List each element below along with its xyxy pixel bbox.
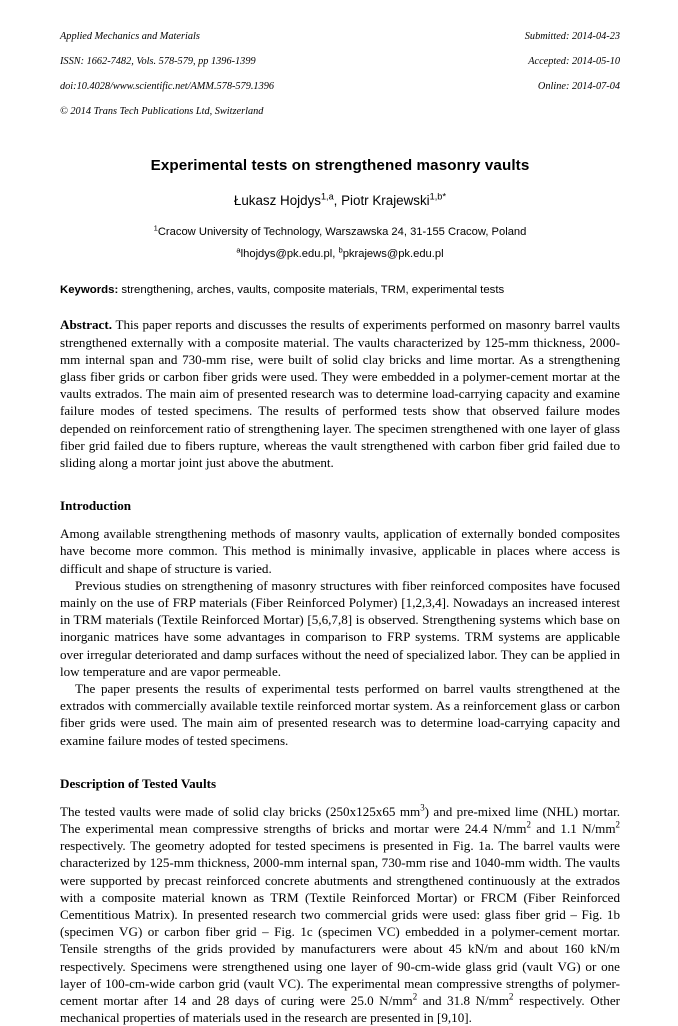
description-paragraph-1	[60, 803, 620, 1026]
email-marker-2: b	[338, 245, 343, 255]
affiliation-marker: 1	[153, 223, 158, 233]
doi-line: doi:10.4028/www.scientific.net/AMM.578-579.1396	[60, 80, 275, 92]
abstract-label: Abstract.	[60, 317, 112, 333]
superscript-squared-3: 2	[412, 991, 418, 1002]
online-date: Online: 2014-07-04	[537, 80, 620, 92]
section-heading-introduction: Introduction	[60, 498, 132, 514]
desc-text-1: The tested vaults were made of solid clay bricks (250x125x65 mm	[60, 803, 421, 819]
superscript-squared-4: 2	[509, 991, 514, 1002]
section-heading-description: Description of Tested Vaults	[60, 775, 217, 791]
author-affil-marker-2: 1,b	[429, 191, 443, 202]
paper-title: Experimental tests on strengthened masonry vaults	[150, 157, 530, 175]
intro-paragraph-1: Among available strengthening methods of masonry vaults, application of externally bonded composites have become more common. This method is minimally invasive, applicable in places where access is difficult and shape of structure is varied.	[60, 526, 620, 576]
email-address-1[interactable]: lhojdys@pk.edu.pl,	[240, 248, 336, 261]
journal-info	[60, 18, 274, 131]
desc-text-4: respectively. The geometry adopted for tested specimens is presented in Fig. 1a. The barrel vaults were characterized by 125-mm thickness, 2000-mm internal span, 730-mm rise and 1040-mm width. The vaults were supported by precast reinforced concrete abutments and strengthened continuously at the extrados with a composite material known as TRM (Textile Reinforced Mortar) or FRCM (Fiber Reinforced Cementitious Matrix). In presented research two commercial grids were used: glass fiber grid – Fig. 1b (specimen VG) or carbon fiber grid – Fig. 1c (specimen VC) embedded in a polymer-cement mortar. Tensile strengths of the grids provided by manufacturers were about 45 kN/m and about 160 kN/m respectively. Specimens were strengthened using one layer of 90-cm-wide glass grid (vault VG) or one layer of 100-cm-wide carbon grid (vault VC). The experimental mean compressive strengths of polymer-cement mortar after 14 and 28 days of curing were 25.0 N/mm	[60, 838, 620, 1009]
author-affil-marker-1: 1,a	[320, 191, 334, 202]
copyright-line: © 2014 Trans Tech Publications Ltd, Switzerland	[60, 106, 264, 118]
publication-dates	[525, 18, 620, 106]
superscript-squared-1: 2	[526, 819, 531, 830]
email-line	[60, 245, 620, 261]
author-separator: ,	[333, 193, 342, 209]
intro-paragraph-3: The paper presents the results of experimental tests performed on barrel vaults strengthened at the extrados with commercially available textile reinforced mortar system. As a reinforcement glass or carbon fiber grids were used. The main aim of presented research was to determine load-carrying capacity and examine failure modes of tested specimens.	[60, 681, 620, 748]
abstract-text: This paper reports and discusses the results of experiments performed on masonry barrel vaults strengthened externally with a composite material. The vaults characterized by 125-mm thickness, 2000-mm internal span and 730-mm rise, were built of solid clay bricks and lime mortar. As a strengthening glass fiber grids or carbon fiber grids were used. They were embedded in a polymer-cement mortar at the vaults extrados. The main aim of presented research was to determine load-carrying capacity and examine failure modes of tested specimens. The results of performed tests show that observed failure modes depended on reinforcement ratio of strengthening layer. The specimen strengthened with one layer of glass fiber grid failed due to fibers rupture, whereas the vault strengthened with carbon fiber grid failed due to sliding along a mortar joint just above the abutment.	[60, 317, 620, 470]
desc-text-5: and 31.8 N/mm	[417, 993, 510, 1009]
desc-text-6: respectively. Other mechanical properties of materials used in the research are presented in [9,10].	[60, 993, 621, 1026]
author-list	[60, 193, 620, 208]
superscript-squared-2: 2	[615, 819, 620, 830]
author-name-1: Łukasz Hojdys	[233, 193, 321, 209]
abstract-block	[60, 316, 620, 471]
submitted-date: Submitted: 2014-04-23	[524, 30, 620, 42]
affiliation-line	[60, 223, 620, 239]
issn-line: ISSN: 1662-7482, Vols. 578-579, pp 1396-1399	[60, 55, 256, 67]
running-header	[60, 18, 620, 131]
keywords-line	[60, 284, 620, 296]
intro-paragraph-2: Previous studies on strengthening of masonry structures with fiber reinforced composites have focused mainly on the use of FRP materials (Fiber Reinforced Polymer) [1,2,3,4]. Nowadays an increased interest in TRM materials (Textile Reinforced Mortar) [5,6,7,8] is observed. Strengthening systems which base on inorganic matrices have some advantages in comparison to FRP systems. TRM systems are applicable over irregular deteriorated and damp surfaces without the need of specialized labor. They can be applied in low temperature and are vapor permeable.	[60, 577, 620, 679]
keywords-list: strengthening, arches, vaults, composite materials, TRM, experimental tests	[121, 284, 505, 297]
email-marker-1: a	[236, 245, 241, 255]
journal-name: Applied Mechanics and Materials	[60, 30, 200, 42]
superscript-cubic: 3	[420, 802, 425, 813]
corresponding-author-mark: *	[442, 191, 447, 203]
desc-text-3: and 1.1 N/mm	[530, 821, 616, 837]
author-name-2: Piotr Krajewski	[341, 193, 430, 209]
email-address-2[interactable]: pkrajews@pk.edu.pl	[342, 248, 444, 261]
accepted-date: Accepted: 2014-05-10	[528, 55, 620, 67]
keywords-label: Keywords:	[60, 284, 119, 297]
desc-text-2: ) and pre-mixed lime (NHL) mortar. The experimental mean compressive strengths of bricks and mortar were 24.4 N/mm	[60, 803, 620, 837]
affiliation-text: Cracow University of Technology, Warszawska 24, 31-155 Cracow, Poland	[157, 226, 527, 239]
